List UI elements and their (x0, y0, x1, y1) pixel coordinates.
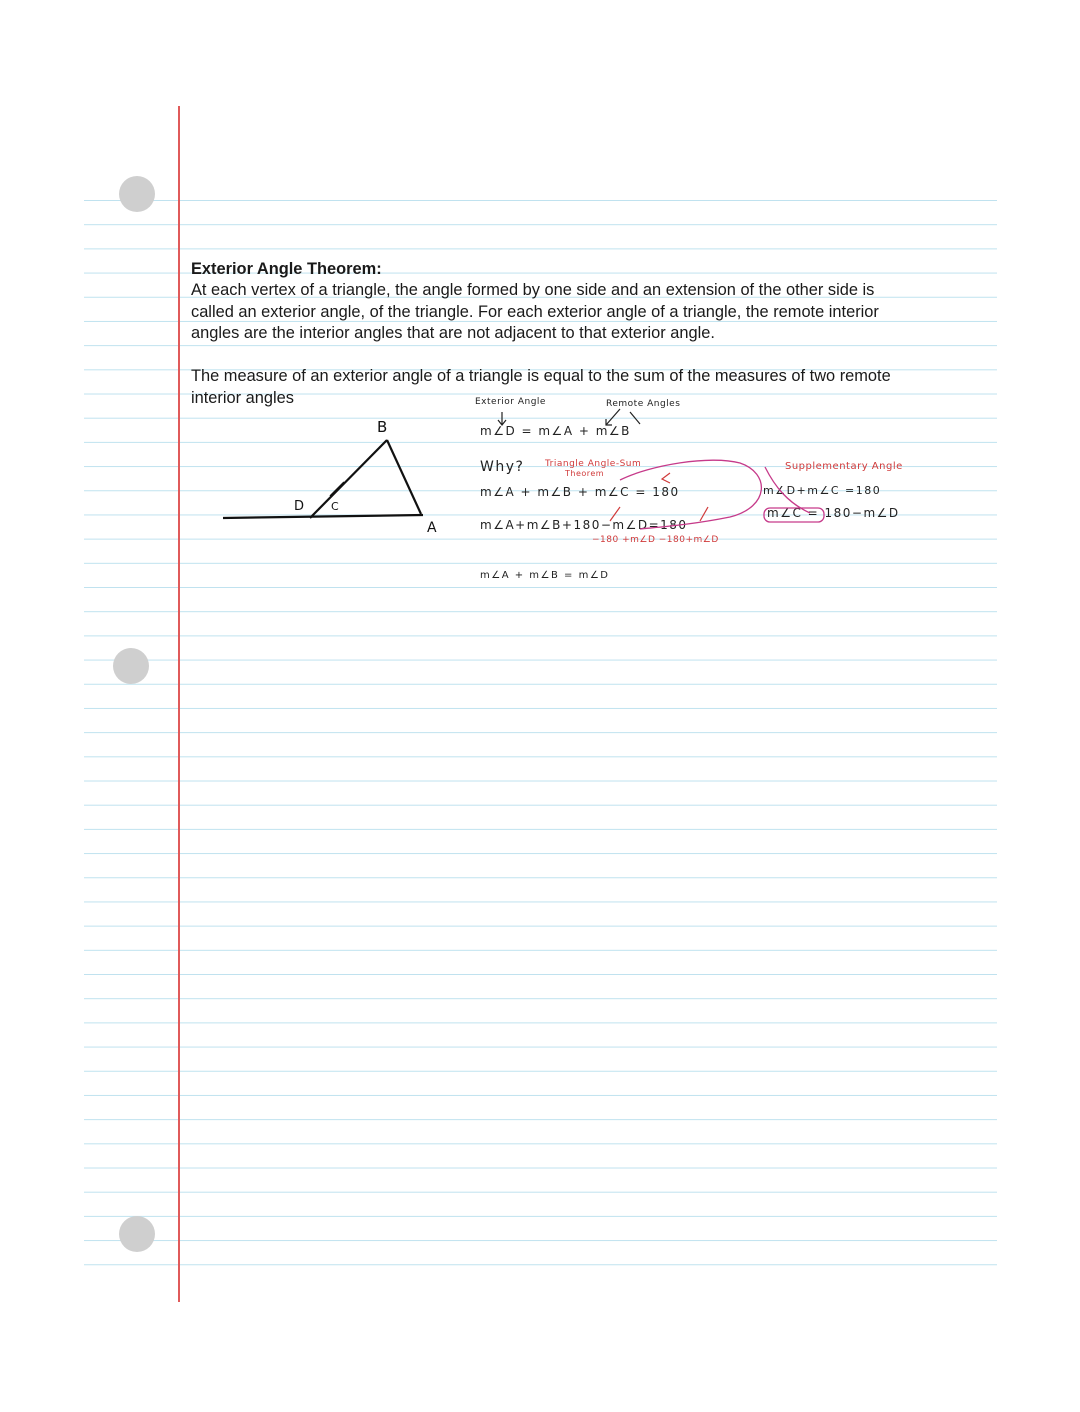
cancel-slash-b (700, 507, 708, 521)
sum-equation: m∠A + m∠B + m∠C = 180 (480, 485, 680, 499)
side-ba (387, 440, 421, 514)
connector-curve (620, 460, 761, 529)
binder-hole-bottom (119, 1216, 155, 1252)
theorem-word: Theorem (565, 469, 605, 478)
theorem-arrow (662, 473, 670, 483)
angle-c-mark (330, 482, 344, 496)
definition-line-1: At each vertex of a triangle, the angle formed by one side and an extension of the other side is (191, 281, 875, 299)
statement-line-1: The measure of an exterior angle of a triangle is equal to the sum of the measures of two remote (191, 367, 891, 385)
remote-angles-label: Remote Angles (606, 399, 681, 409)
triangle-diagram (215, 410, 455, 540)
remote-arrow-a (606, 409, 620, 425)
supplementary-solved: m∠C = 180−m∠D (767, 506, 900, 520)
paper-top-blank (0, 0, 1080, 200)
margin-line (178, 106, 180, 1302)
remote-arrow-b (630, 412, 640, 424)
handwritten-annotations (470, 395, 950, 595)
exterior-angle-label: Exterior Angle (475, 397, 546, 407)
right-edge-blank (997, 200, 1080, 1283)
binder-hole-top (119, 176, 155, 212)
angle-c-label: C (331, 500, 339, 513)
supplementary-highlight (764, 508, 824, 522)
supplementary-label: Supplementary Angle (785, 461, 903, 472)
triangle-sum-label: Triangle Angle-Sum (545, 459, 642, 469)
cancel-step: −180 +m∠D −180+m∠D (592, 535, 719, 545)
supplementary-connector (765, 467, 810, 513)
cancel-slash-a (610, 507, 620, 521)
why-label: Why? (480, 459, 525, 475)
extended-base-line (223, 515, 423, 518)
side-cb (310, 440, 387, 518)
statement-line-2: interior angles (191, 389, 294, 407)
theorem-title: Exterior Angle Theorem: (191, 260, 382, 278)
vertex-b-label: B (377, 418, 388, 436)
conclusion-equation: m∠A + m∠B = m∠D (480, 570, 610, 581)
binder-hole-middle (113, 648, 149, 684)
paper-bottom-blank (0, 1283, 1080, 1412)
definition-line-3: angles are the interior angles that are not adjacent to that exterior angle. (191, 324, 715, 342)
supplementary-equation: m∠D+m∠C =180 (763, 484, 882, 497)
left-edge-blank (0, 200, 84, 1283)
main-equation: m∠D = m∠A + m∠B (480, 424, 631, 438)
substitution-equation: m∠A+m∠B+180−m∠D=180 (480, 518, 688, 532)
definition-line-2: called an exterior angle, of the triangle. For each exterior angle of a triangle, the remote interior (191, 303, 879, 321)
vertex-a-label: A (427, 520, 437, 536)
angle-d-label: D (294, 499, 305, 514)
